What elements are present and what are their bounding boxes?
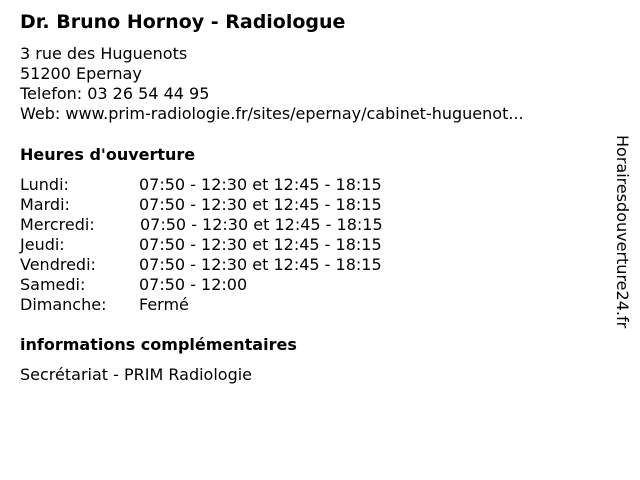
- opening-hours-heading: Heures d'ouverture: [20, 145, 196, 164]
- additional-info-text: Secrétariat - PRIM Radiologie: [20, 365, 253, 384]
- time-value: 07:50 - 12:30 et 12:45 - 18:15: [139, 235, 382, 254]
- website-link: Web: www.prim-radiologie.fr/sites/epernay/cabinet-huguenot...: [20, 104, 524, 123]
- day-label: Mardi:: [20, 195, 70, 214]
- time-value: 07:50 - 12:30 et 12:45 - 18:15: [139, 195, 382, 214]
- site-watermark: Horairesdouverture24.fr: [613, 135, 632, 329]
- time-value: 07:50 - 12:30 et 12:45 - 18:15: [140, 215, 383, 234]
- day-label: Lundi:: [20, 175, 69, 194]
- time-value: 07:50 - 12:30 et 12:45 - 18:15: [139, 175, 382, 194]
- day-label: Jeudi:: [20, 235, 65, 254]
- address-street: 3 rue des Huguenots: [20, 44, 188, 63]
- day-label: Dimanche:: [20, 295, 107, 314]
- phone-number: Telefon: 03 26 54 44 95: [20, 84, 210, 103]
- time-value: 07:50 - 12:00: [139, 275, 248, 294]
- address-city: 51200 Epernay: [20, 64, 142, 83]
- address-block: [20, 44, 524, 124]
- page-title: Dr. Bruno Hornoy - Radiologue: [20, 11, 346, 33]
- day-label: Vendredi:: [20, 255, 96, 274]
- time-value: 07:50 - 12:30 et 12:45 - 18:15: [139, 255, 382, 274]
- day-label: Mercredi:: [20, 215, 95, 234]
- day-label: Samedi:: [20, 275, 86, 294]
- additional-info-heading: informations complémentaires: [20, 335, 297, 354]
- time-value: Fermé: [139, 295, 189, 314]
